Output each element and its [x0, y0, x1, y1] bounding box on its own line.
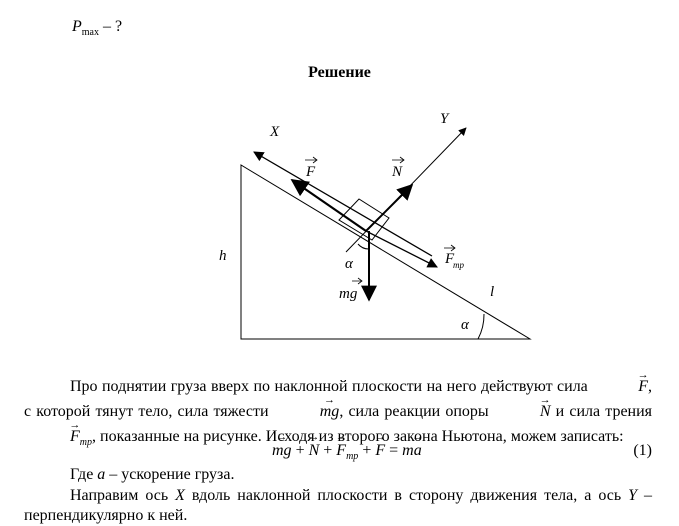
paragraph-acceleration — [70, 466, 234, 484]
eq-ftr: → F — [336, 442, 346, 460]
text-segment: Про поднятии груза вверх по наклонной плоскости на него действуют сила — [70, 378, 588, 395]
text-segment: – перпендикулярно к ней. — [24, 487, 653, 524]
eq-n: → N — [309, 442, 320, 460]
given-symbol: P — [72, 18, 82, 35]
symbol-a: a — [97, 466, 106, 483]
paragraph-axes — [24, 486, 652, 526]
alpha-bottom-label: α — [461, 317, 469, 333]
incline-triangle — [241, 165, 530, 339]
eq-plus: + — [295, 442, 305, 459]
length-label: l — [490, 284, 495, 300]
text-segment: – ускорение груза. — [109, 466, 235, 483]
text-segment: , с которой тянут тело, сила тяжести — [24, 378, 653, 420]
text-segment: , сила реакции опоры — [339, 403, 489, 420]
vector-ftr-subscript: тр — [79, 437, 93, 449]
newton-equation — [272, 442, 422, 462]
gravity-vector-mark — [352, 278, 362, 284]
text-segment: вдоль наклонной плоскости в сторону движения тела, а ось — [191, 487, 622, 504]
gravity-label: mg — [339, 286, 358, 302]
alpha-block-label: α — [345, 256, 353, 272]
force-n-vector-mark — [392, 157, 404, 163]
force-f-label: F — [306, 164, 316, 180]
eq-plus: + — [362, 442, 372, 459]
given-subscript: max — [81, 27, 99, 39]
vector-f: → F — [592, 374, 648, 399]
eq-plus: + — [323, 442, 333, 459]
friction-subscript: тр — [453, 260, 464, 270]
equation-number: (1) — [633, 442, 652, 459]
symbol-y: Y — [628, 487, 638, 504]
x-axis-label: X — [270, 124, 280, 140]
eq-equals: = — [389, 442, 399, 459]
height-label: h — [219, 248, 227, 264]
y-axis-label: Y — [440, 111, 449, 127]
vector-mg: → mg — [274, 399, 340, 424]
eq-mg: → mg — [272, 442, 292, 460]
force-n-label: N — [392, 164, 403, 180]
text-segment: и сила трения — [555, 403, 653, 420]
symbol-x: X — [175, 487, 185, 504]
angle-arc-bottom — [478, 314, 484, 339]
given-suffix: – ? — [103, 18, 123, 35]
friction-label: F — [445, 251, 455, 267]
vector-n: → N — [494, 399, 551, 424]
vector-ftr: → F — [24, 424, 80, 449]
text-segment: Где — [70, 466, 94, 483]
eq-ftr-subscript: тр — [346, 451, 359, 463]
angle-arc-block — [358, 244, 369, 249]
eq-f: → F — [375, 442, 385, 460]
eq-m: m — [402, 442, 414, 459]
eq-a: → a — [414, 442, 422, 460]
force-f-arrow — [292, 180, 366, 231]
text-segment: , показанные на рисунке. Исходя из второго закона Ньютона, можем записать: — [92, 428, 624, 445]
equation-line — [24, 442, 652, 466]
inclined-plane-figure — [0, 96, 679, 356]
solution-heading: Решение — [308, 64, 371, 81]
force-f-vector-mark — [305, 157, 317, 163]
x-axis-arrow — [254, 152, 432, 256]
text-segment: Направим ось — [70, 487, 169, 504]
given-unknown — [72, 18, 122, 38]
